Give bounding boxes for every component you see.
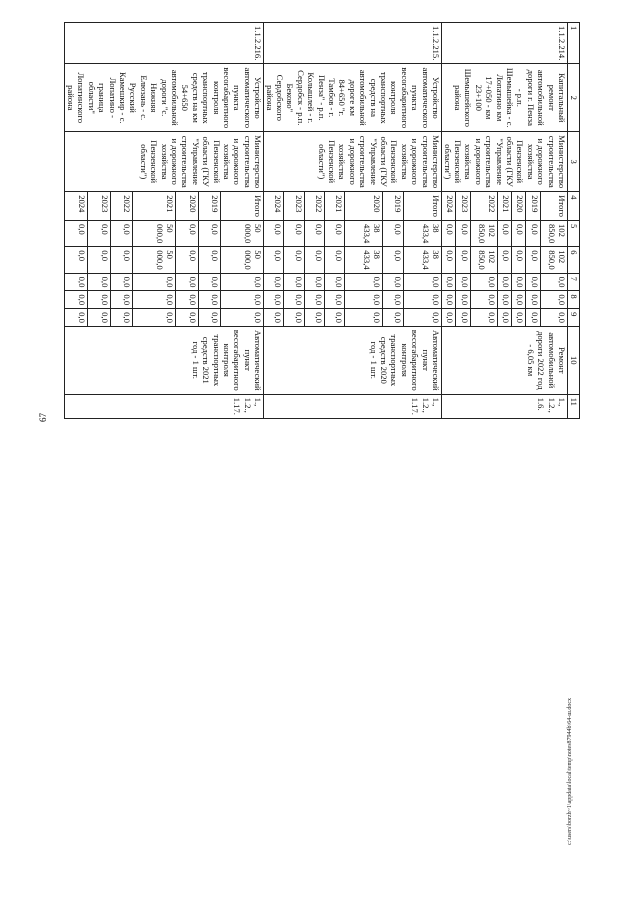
row-id: 1.1.2.216.: [65, 23, 264, 64]
cell-total-amount: 0,0: [456, 220, 470, 246]
table-row-total: [540, 23, 567, 419]
cell-other-sources: 0,0: [304, 309, 324, 327]
cell-federal-budget: 0,0: [284, 273, 304, 291]
cell-local-budget: 0,0: [383, 291, 403, 309]
cell-federal-budget: 0,0: [198, 273, 221, 291]
cell-year: 2019: [526, 192, 540, 221]
cell-regional-budget: 0,0: [526, 247, 540, 273]
cell-local-budget: 0,0: [110, 291, 133, 309]
cell-federal-budget: 0,0: [304, 273, 324, 291]
cell-total-amount: 0,0: [526, 220, 540, 246]
cell-year: Итого: [221, 192, 264, 221]
cell-year: 2024: [442, 192, 456, 221]
cell-federal-budget: 0,0: [324, 273, 344, 291]
cell-local-budget: 0,0: [526, 291, 540, 309]
cell-regional-budget: 38 433,4: [344, 247, 383, 273]
row-id: 1.1.2.214.: [442, 23, 568, 64]
cell-year: 2023: [284, 192, 304, 221]
cell-regional-budget: 0,0: [176, 247, 199, 273]
row-result: Автоматический пункт весогабаритного контроля транспортных средств 2020 год - 1 шт.: [264, 326, 442, 394]
cell-other-sources: 0,0: [526, 309, 540, 327]
cell-year: Итого: [403, 192, 442, 221]
cell-year: 2019: [383, 192, 403, 221]
cell-regional-budget: 0,0: [88, 247, 111, 273]
page-number: 67: [38, 413, 48, 422]
cell-other-sources: 0,0: [264, 309, 284, 327]
cell-total-amount: 0,0: [383, 220, 403, 246]
cell-regional-budget: 0,0: [442, 247, 456, 273]
cell-other-sources: 0,0: [442, 309, 456, 327]
cell-local-budget: 0,0: [198, 291, 221, 309]
cell-total-amount: 0,0: [512, 220, 526, 246]
cell-year: 2024: [264, 192, 284, 221]
cell-year: 2019: [198, 192, 221, 221]
cell-federal-budget: 0,0: [264, 273, 284, 291]
cell-year: Итого: [540, 192, 567, 221]
row-result: Ремонт автомобильной дороги 2022 год - 6,05 км: [442, 326, 568, 394]
cell-total-amount: 0,0: [264, 220, 284, 246]
row-indicators: 1., 1.2., 1.6.: [442, 394, 568, 418]
cell-regional-budget: 0,0: [198, 247, 221, 273]
cell-federal-budget: 0,0: [403, 273, 442, 291]
row-indicators: 1., 1.2., 1.17.: [264, 394, 442, 418]
cell-total-amount: 0,0: [88, 220, 111, 246]
cell-federal-budget: 0,0: [512, 273, 526, 291]
cell-regional-budget: 0,0: [264, 247, 284, 273]
cell-other-sources: 0,0: [65, 309, 88, 327]
cell-total-amount: 50 000,0: [221, 220, 264, 246]
cell-total-amount: 0,0: [198, 220, 221, 246]
cell-local-budget: 0,0: [324, 291, 344, 309]
cell-year: 2021: [133, 192, 176, 221]
cell-year: 2022: [110, 192, 133, 221]
cell-local-budget: 0,0: [456, 291, 470, 309]
cell-total-amount: 0,0: [284, 220, 304, 246]
cell-year: 2021: [497, 192, 511, 221]
row-indicators: 1., 1.2., 1.17.: [65, 394, 264, 418]
row-executor: Министерство строительства и дорожного хозяйства Пензенской области (ГКУ "Управление строительства и дорожного хозяйства Пензенской области"): [442, 132, 568, 192]
column-header-5: 5: [568, 220, 580, 246]
cell-total-amount: 0,0: [176, 220, 199, 246]
cell-federal-budget: 0,0: [540, 273, 567, 291]
cell-other-sources: 0,0: [110, 309, 133, 327]
cell-regional-budget: 0,0: [497, 247, 511, 273]
cell-other-sources: 0,0: [403, 309, 442, 327]
cell-total-amount: 0,0: [65, 220, 88, 246]
cell-local-budget: 0,0: [133, 291, 176, 309]
cell-local-budget: 0,0: [344, 291, 383, 309]
cell-regional-budget: 0,0: [65, 247, 88, 273]
cell-total-amount: 102 850,0: [470, 220, 497, 246]
cell-local-budget: 0,0: [403, 291, 442, 309]
row-description: Устройство автоматического пункта весогабаритного контроля транспортных средств на автомобильной дороге км 84+650 "г. Тамбов - г. Пенза" - р.п. Колышлей - г. Сердобск - р.п. Беково" Сердобского района: [264, 64, 442, 132]
cell-regional-budget: 0,0: [110, 247, 133, 273]
cell-year: 2022: [470, 192, 497, 221]
cell-federal-budget: 0,0: [383, 273, 403, 291]
column-header-9: 9: [568, 309, 580, 327]
cell-year: 2021: [324, 192, 344, 221]
cell-total-amount: 50 000,0: [133, 220, 176, 246]
cell-other-sources: 0,0: [497, 309, 511, 327]
cell-regional-budget: 0,0: [383, 247, 403, 273]
cell-federal-budget: 0,0: [344, 273, 383, 291]
cell-total-amount: 0,0: [110, 220, 133, 246]
cell-other-sources: 0,0: [324, 309, 344, 327]
column-header-2: 2: [568, 64, 580, 132]
cell-other-sources: 0,0: [344, 309, 383, 327]
cell-total-amount: 0,0: [497, 220, 511, 246]
cell-local-budget: 0,0: [264, 291, 284, 309]
cell-federal-budget: 0,0: [65, 273, 88, 291]
cell-total-amount: 102 850,0: [540, 220, 567, 246]
cell-local-budget: 0,0: [512, 291, 526, 309]
column-header-10: 10: [568, 326, 580, 394]
column-header-1: 1: [568, 23, 580, 64]
cell-federal-budget: 0,0: [442, 273, 456, 291]
column-header-4: 4: [568, 192, 580, 221]
program-table-container: [65, 22, 581, 419]
cell-local-budget: 0,0: [88, 291, 111, 309]
cell-year: 2020: [512, 192, 526, 221]
cell-local-budget: 0,0: [497, 291, 511, 309]
program-table: [65, 22, 581, 419]
column-header-3: 3: [568, 132, 580, 192]
cell-local-budget: 0,0: [176, 291, 199, 309]
cell-other-sources: 0,0: [383, 309, 403, 327]
cell-local-budget: 0,0: [442, 291, 456, 309]
footer-file-path: c:\users\borzh~1\appdata\local\temp\notes87944b\64-ш.docx: [567, 698, 573, 845]
cell-regional-budget: 0,0: [284, 247, 304, 273]
cell-regional-budget: 50 000,0: [133, 247, 176, 273]
column-header-11: 11: [568, 394, 580, 418]
cell-total-amount: 0,0: [304, 220, 324, 246]
cell-federal-budget: 0,0: [497, 273, 511, 291]
cell-year: 2022: [304, 192, 324, 221]
cell-total-amount: 0,0: [442, 220, 456, 246]
cell-local-budget: 0,0: [221, 291, 264, 309]
cell-other-sources: 0,0: [88, 309, 111, 327]
cell-year: 2020: [176, 192, 199, 221]
cell-federal-budget: 0,0: [526, 273, 540, 291]
cell-total-amount: 38 433,4: [344, 220, 383, 246]
column-header-6: 6: [568, 247, 580, 273]
table-body: [65, 23, 568, 419]
cell-federal-budget: 0,0: [88, 273, 111, 291]
cell-other-sources: 0,0: [221, 309, 264, 327]
cell-regional-budget: 50 000,0: [221, 247, 264, 273]
cell-other-sources: 0,0: [133, 309, 176, 327]
cell-regional-budget: 102 850,0: [540, 247, 567, 273]
cell-other-sources: 0,0: [540, 309, 567, 327]
cell-regional-budget: 38 433,4: [403, 247, 442, 273]
cell-other-sources: 0,0: [176, 309, 199, 327]
cell-local-budget: 0,0: [470, 291, 497, 309]
row-executor: Министерство строительства и дорожного хозяйства Пензенской области (ГКУ "Управление строительства и дорожного хозяйства Пензенской области"): [65, 132, 264, 192]
cell-regional-budget: 0,0: [456, 247, 470, 273]
cell-year: 2023: [456, 192, 470, 221]
cell-other-sources: 0,0: [284, 309, 304, 327]
cell-local-budget: 0,0: [65, 291, 88, 309]
cell-regional-budget: 0,0: [512, 247, 526, 273]
column-header-7: 7: [568, 273, 580, 291]
table-row-total: [221, 23, 264, 419]
cell-federal-budget: 0,0: [221, 273, 264, 291]
cell-other-sources: 0,0: [198, 309, 221, 327]
cell-regional-budget: 102 850,0: [470, 247, 497, 273]
cell-total-amount: 38 433,4: [403, 220, 442, 246]
row-id: 1.1.2.215.: [264, 23, 442, 64]
cell-local-budget: 0,0: [304, 291, 324, 309]
cell-year: 2023: [88, 192, 111, 221]
cell-local-budget: 0,0: [284, 291, 304, 309]
cell-regional-budget: 0,0: [324, 247, 344, 273]
row-description: Капитальный ремонт автомобильной дороги г. Пенза - р.п. Шемышейка - с. Лопатино км 17+050 - км 23+100 Шемышейского района: [442, 64, 568, 132]
cell-year: 2020: [344, 192, 383, 221]
row-description: Устройство автоматического пункта весогабаритного контроля транспортных средств на км 54+650 автомобильной дороги "с. Нижняя Елюзань - с. Русский Камешкир - с. Лопатино - граница области" Лопатинского района: [65, 64, 264, 132]
cell-other-sources: 0,0: [512, 309, 526, 327]
cell-year: 2024: [65, 192, 88, 221]
cell-total-amount: 0,0: [324, 220, 344, 246]
cell-other-sources: 0,0: [456, 309, 470, 327]
cell-federal-budget: 0,0: [176, 273, 199, 291]
cell-other-sources: 0,0: [470, 309, 497, 327]
cell-federal-budget: 0,0: [456, 273, 470, 291]
column-header-8: 8: [568, 291, 580, 309]
cell-federal-budget: 0,0: [110, 273, 133, 291]
row-result: Автоматический пункт весогабаритного контроля транспортных средств 2021 год - 1 шт.: [65, 326, 264, 394]
cell-local-budget: 0,0: [540, 291, 567, 309]
row-executor: Министерство строительства и дорожного хозяйства Пензенской области (ГКУ "Управление строительства и дорожного хозяйства Пензенской области"): [264, 132, 442, 192]
cell-federal-budget: 0,0: [470, 273, 497, 291]
cell-regional-budget: 0,0: [304, 247, 324, 273]
cell-federal-budget: 0,0: [133, 273, 176, 291]
table-row-total: [403, 23, 442, 419]
column-number-row: [568, 23, 580, 419]
